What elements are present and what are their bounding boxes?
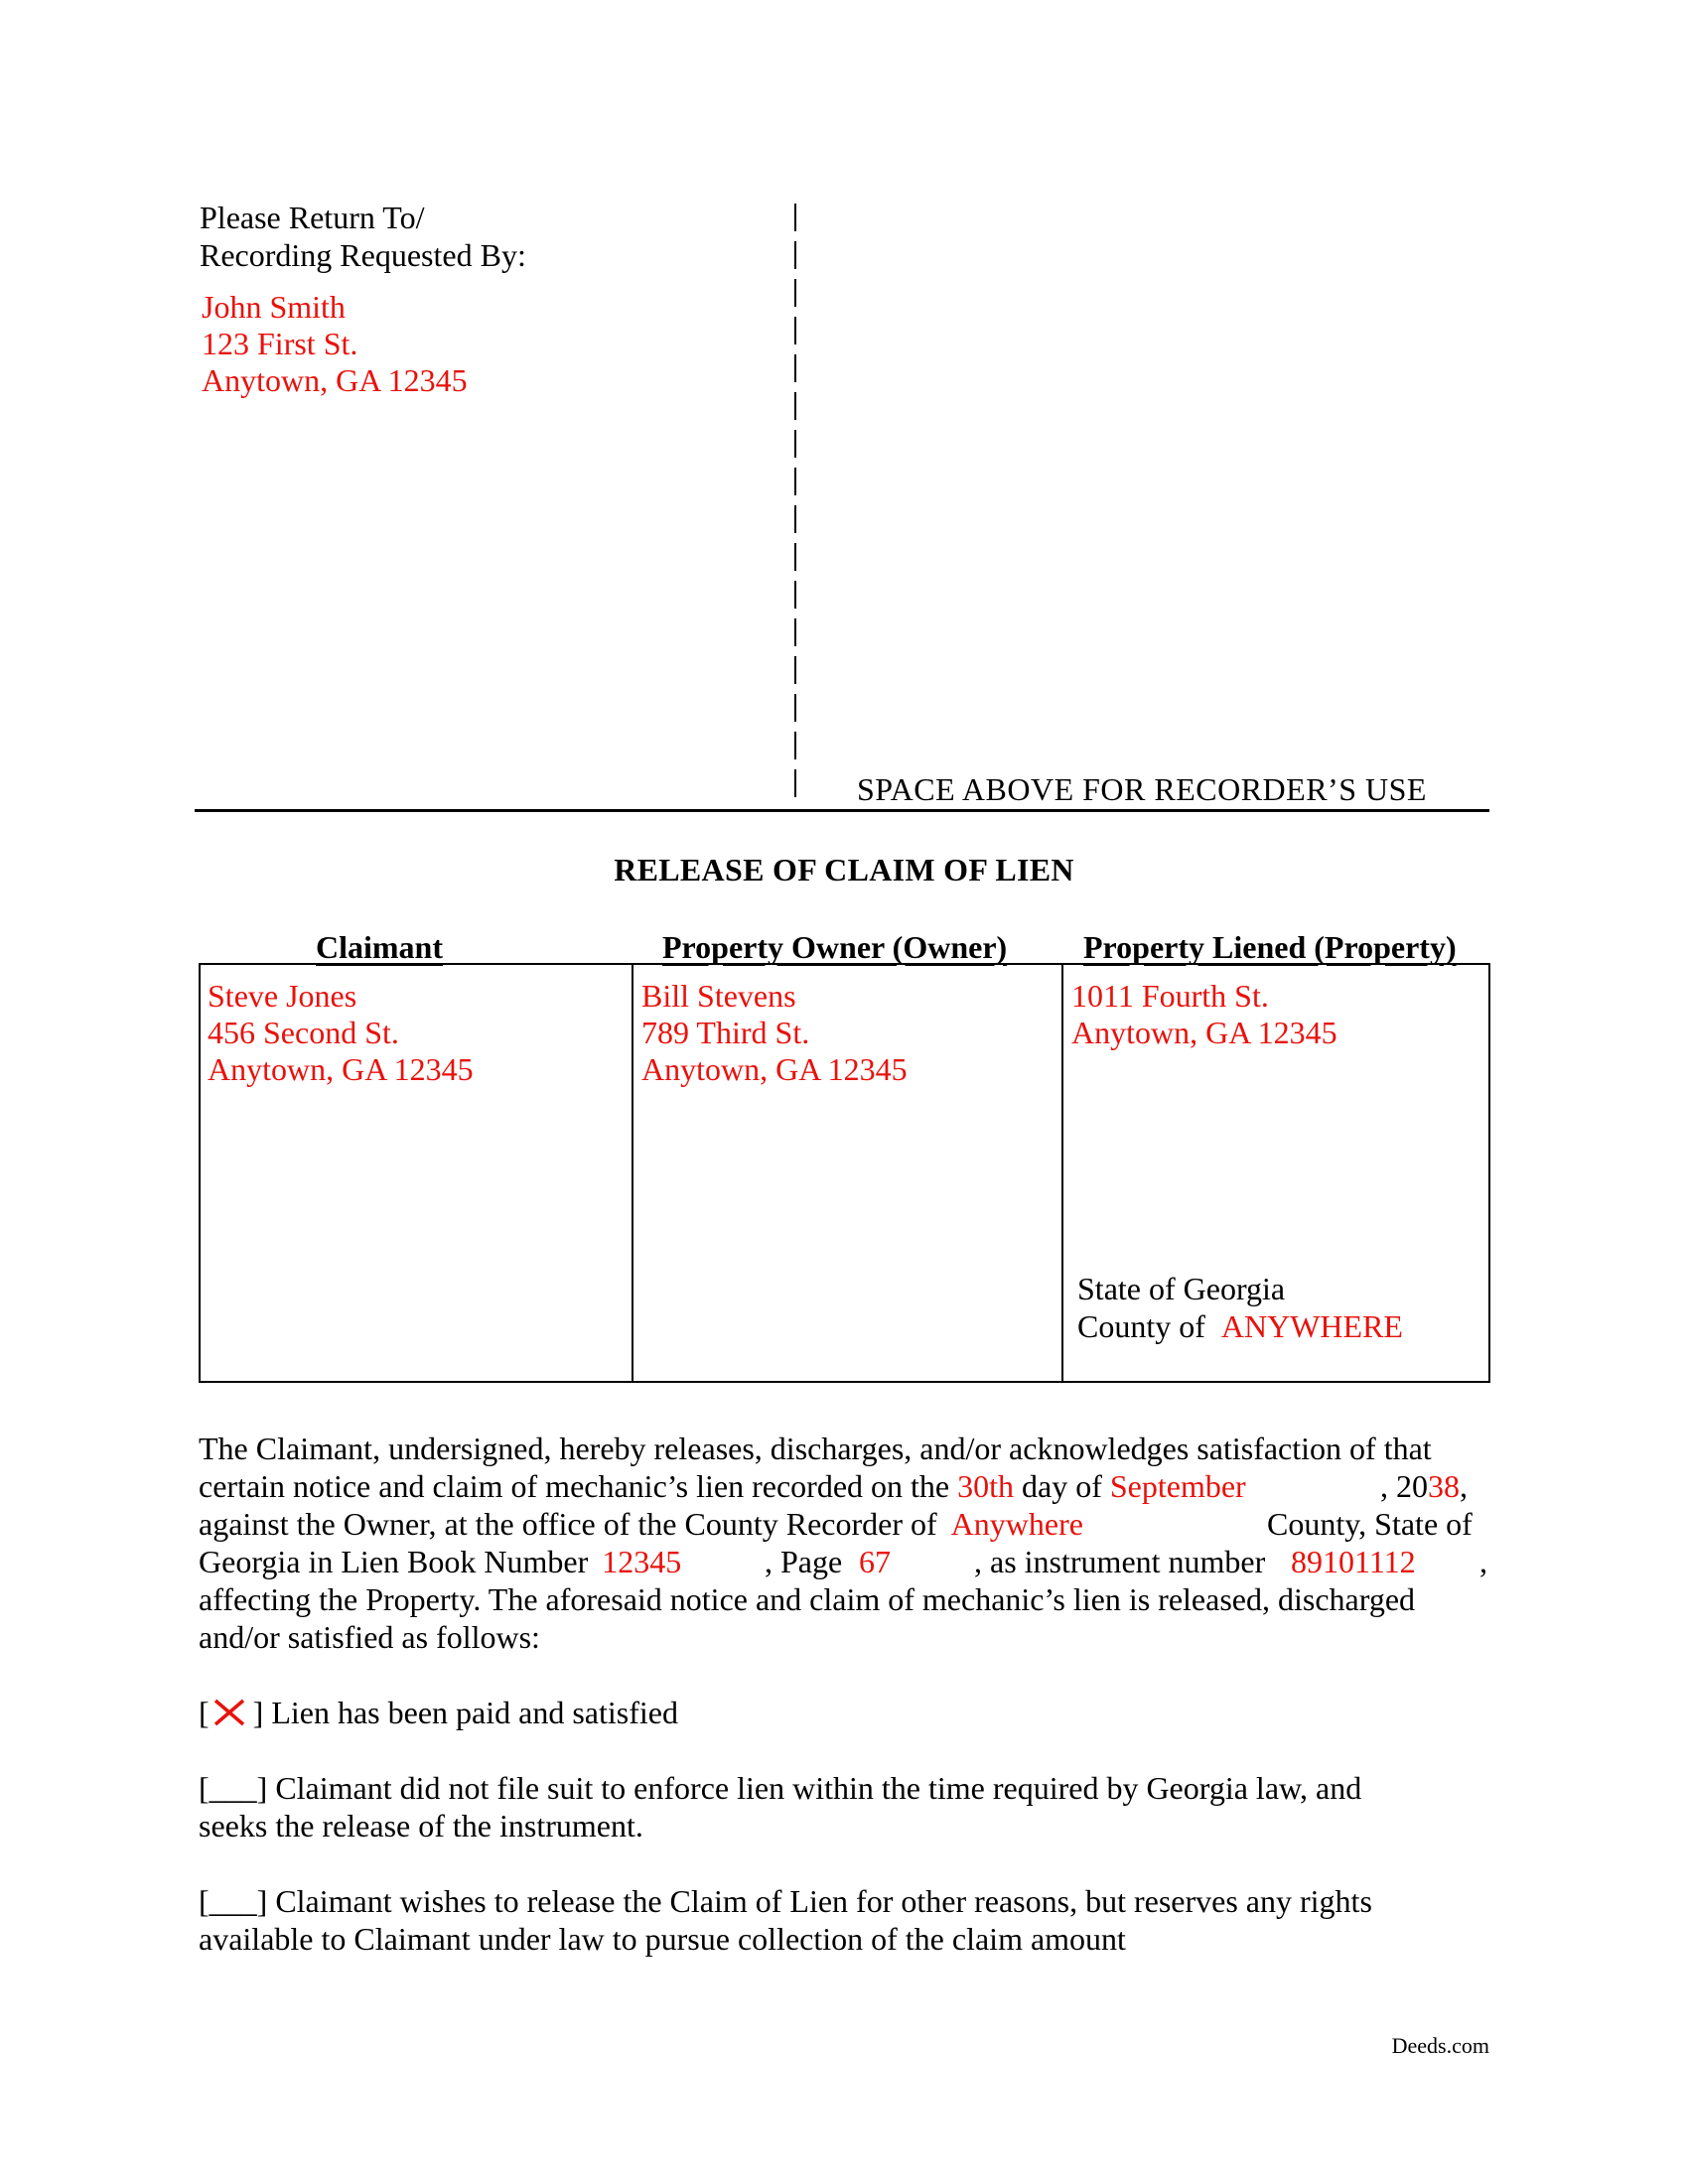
checkbox-open: [ — [199, 1695, 210, 1730]
county-label: County of — [1077, 1308, 1205, 1344]
body-line-4 — [199, 1543, 1499, 1580]
body-line-2 — [199, 1467, 1499, 1505]
claimant-city: Anytown, GA 12345 — [208, 1051, 474, 1087]
recorded-month: September — [1109, 1468, 1246, 1504]
body-line-6: and/or satisfied as follows: — [199, 1619, 540, 1655]
recorder-use-note: SPACE ABOVE FOR RECORDER’S USE — [857, 771, 1427, 807]
document-title: RELEASE OF CLAIM OF LIEN — [614, 852, 1074, 887]
header-rule — [195, 809, 1489, 812]
owner-city: Anytown, GA 12345 — [641, 1051, 908, 1087]
lien-book-number: 12345 — [602, 1544, 682, 1579]
party-table — [199, 963, 1490, 1383]
option-other-label: Claimant wishes to release the Claim of Lien for other reasons, but reserves any rights — [275, 1883, 1372, 1919]
instrument-number: 89101112 — [1291, 1544, 1416, 1579]
claimant-street: 456 Second St. — [208, 1015, 399, 1050]
return-label-line2: Recording Requested By: — [200, 237, 526, 273]
year-group — [1380, 1467, 1468, 1505]
body-line-3-text: against the Owner, at the office of the County Recorder of — [199, 1506, 937, 1542]
body-line-3 — [199, 1505, 1499, 1543]
checkbox-close: ] — [252, 1695, 264, 1730]
return-address — [202, 288, 468, 398]
option-paid[interactable] — [199, 1694, 678, 1731]
instrument-label: , as instrument number — [974, 1544, 1266, 1579]
claimant-cell — [201, 965, 632, 1381]
state-label: State of Georgia — [1077, 1271, 1286, 1306]
option-paid-label: Lien has been paid and satisfied — [271, 1695, 678, 1730]
option-no-suit-label: Claimant did not file suit to enforce lien within the time required by Georgia law, and — [275, 1770, 1362, 1806]
page-number: 67 — [859, 1544, 891, 1579]
footer-brand: Deeds.com — [1391, 2033, 1489, 2058]
page-label: , Page — [765, 1544, 843, 1579]
option-other[interactable] — [199, 1882, 1372, 1958]
property-city: Anytown, GA 12345 — [1071, 1015, 1337, 1050]
property-header: Property Liened (Property) — [1083, 929, 1457, 965]
body-line-3-tail: County, State of — [1267, 1506, 1473, 1542]
owner-street: 789 Third St. — [641, 1015, 810, 1050]
instrument-comma: , — [1479, 1544, 1487, 1579]
recorder-divider — [794, 204, 797, 809]
recorded-year: 38 — [1428, 1468, 1460, 1504]
option-no-suit-line2: seeks the release of the instrument. — [199, 1808, 643, 1843]
year-prefix: , 20 — [1380, 1468, 1428, 1504]
return-city: Anytown, GA 12345 — [202, 362, 468, 398]
checked-x-icon[interactable] — [211, 1698, 247, 1727]
option-no-suit[interactable] — [199, 1769, 1361, 1844]
body-line-2-text: certain notice and claim of mechanic’s lien recorded on the — [199, 1468, 950, 1504]
return-label-line1: Please Return To/ — [200, 200, 425, 235]
property-cell — [1061, 965, 1488, 1381]
body-line-1: The Claimant, undersigned, hereby releases, discharges, and/or acknowledges satisfaction of that — [199, 1431, 1432, 1466]
county-value: ANYWHERE — [1220, 1308, 1403, 1344]
claimant-name: Steve Jones — [208, 978, 357, 1014]
return-street: 123 First St. — [202, 326, 358, 361]
body-line-5: affecting the Property. The aforesaid notice and claim of mechanic’s lien is released, discharged — [199, 1581, 1416, 1617]
body-line-4-text: Georgia in Lien Book Number — [199, 1544, 589, 1579]
owner-cell — [632, 965, 1063, 1381]
claimant-header: Claimant — [316, 929, 443, 965]
option-other-line2: available to Claimant under law to pursue collection of the claim amount — [199, 1921, 1126, 1957]
year-comma: , — [1460, 1468, 1468, 1504]
blank-checkbox-3[interactable]: [___] — [199, 1883, 268, 1919]
return-to-label — [200, 199, 526, 274]
recorded-day: 30th — [957, 1468, 1014, 1504]
venue-block — [1077, 1270, 1403, 1345]
blank-checkbox-2[interactable]: [___] — [199, 1770, 268, 1806]
return-name: John Smith — [202, 289, 346, 325]
property-street: 1011 Fourth St. — [1071, 978, 1269, 1014]
owner-name: Bill Stevens — [641, 978, 796, 1014]
body-line-2-dayof: day of — [1022, 1468, 1102, 1504]
recorder-county: Anywhere — [950, 1506, 1083, 1542]
owner-header: Property Owner (Owner) — [662, 929, 1008, 965]
